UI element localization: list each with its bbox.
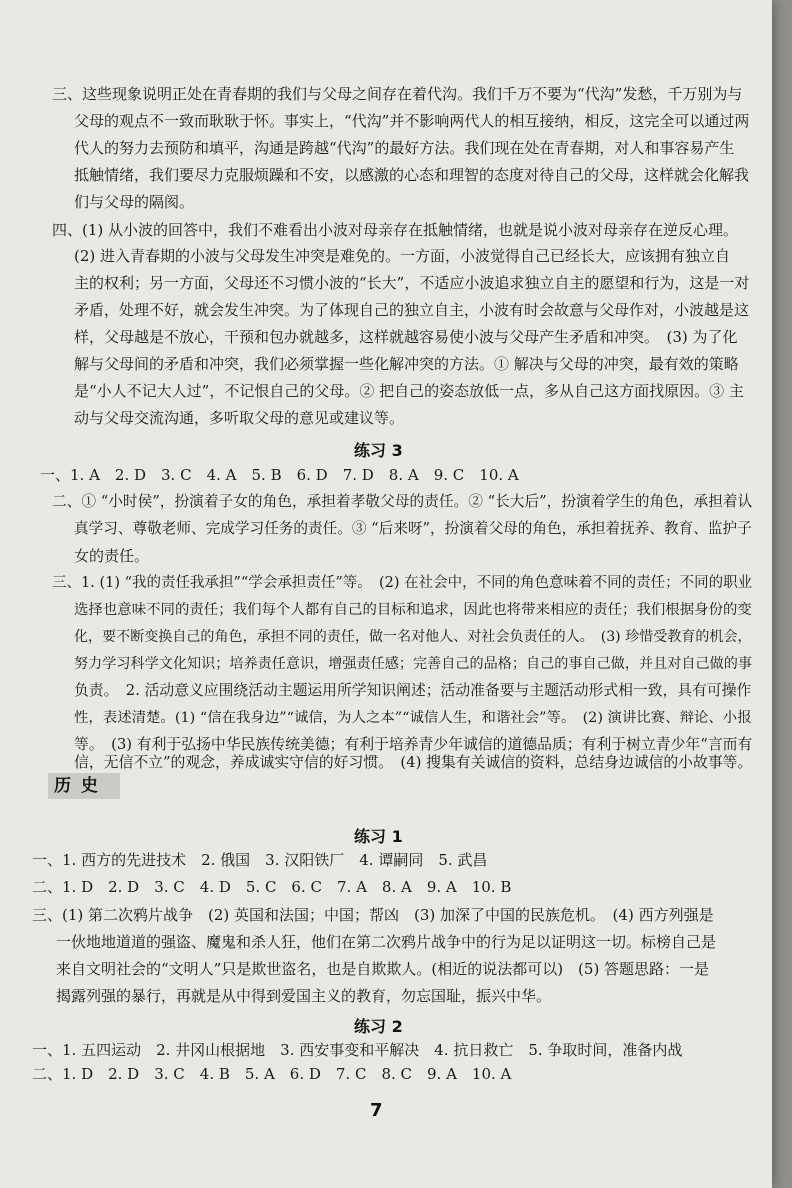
- text-line: 努力学习科学文化知识；培养责任意识，增强责任感；完善自己的品格；自己的事自己做，并且对自己做的事: [74, 656, 753, 672]
- text-line: 化，要不断变换自己的角色，承担不同的责任，做一名对他人、对社会负责任的人。 (3) 珍惜受教育的机会，: [74, 629, 752, 645]
- exercise-3-title: 练习 3: [354, 441, 403, 460]
- text-line: 矛盾，处理不好，就会发生冲突。为了体现自己的独立自主，小波有时会故意与父母作对，小波越是这: [74, 301, 750, 319]
- exercise-2-title: 练习 2: [354, 1017, 403, 1036]
- text-line: 二、① “小时侯”，扮演着子女的角色，承担着孝敬父母的责任。② “长大后”，扮演着学生的角色，承担着认: [52, 493, 753, 510]
- exercise-1-title: 练习 1: [354, 827, 403, 846]
- text-line: 来自文明社会的“文明人”只是欺世盗名，也是自欺欺人。(相近的说法都可以) (5) 答题思路：一是: [56, 960, 710, 978]
- text-line: 三、(1) 第二次鸦片战争 (2) 英国和法国；中国；帮凶 (3) 加深了中国的民族危机。 (4) 西方列强是: [32, 906, 714, 924]
- text-line: 主的权利；另一方面，父母还不习惯小波的“长大”，不适应小波追求独立自主的愿望和行为，这是一对: [74, 274, 750, 292]
- page-number: 7: [370, 1100, 383, 1121]
- text-line: 女的责任。: [74, 547, 150, 565]
- text-line: 选择也意味不同的责任；我们每个人都有自己的目标和追求，因此也将带来相应的责任；我们根据身份的变: [74, 602, 752, 618]
- text-line: 三、1. (1) “我的责任我承担”“学会承担责任”等。 (2) 在社会中，不同的角色意味着不同的责任；不同的职业: [52, 575, 753, 591]
- text-line: 真学习、尊敬老师、完成学习任务的责任。③ “后来呀”，扮演着父母的角色，承担着抚养、教育、监护子: [74, 520, 752, 537]
- text-line: 二、1. D 2. D 3. C 4. B 5. A 6. D 7. C 8. C 9. A 10. A: [32, 1065, 512, 1083]
- text-line: 二、1. D 2. D 3. C 4. D 5. C 6. C 7. A 8. A 9. A 10. B: [32, 878, 512, 896]
- text-line: 父母的观点不一致而耿耿于怀。事实上，“代沟”并不影响两代人的相互接纳，相反，这完全可以通过两: [74, 112, 750, 130]
- text-line: (2) 进入青春期的小波与父母发生冲突是难免的。一方面，小波觉得自己已经长大，应该拥有独立自: [74, 247, 731, 265]
- text-line: 抵触情绪，我们要尽力克服烦躁和不安，以感激的心态和理智的态度对待自己的父母，这样就会化解我: [74, 166, 750, 184]
- text-line: 一伙地地道道的强盗、魔鬼和杀人狂，他们在第二次鸦片战争中的行为足以证明这一切。标榜自己是: [56, 933, 717, 951]
- text-line: 三、这些现象说明正处在青春期的我们与父母之间存在着代沟。我们千万不要为“代沟”发愁，千万别为与: [52, 85, 743, 103]
- text-line: 一、1. 五四运动 2. 井冈山根据地 3. 西安事变和平解决 4. 抗日救亡 5. 争取时间，准备内战: [32, 1041, 683, 1059]
- text-line: 四、(1) 从小波的回答中，我们不难看出小波对母亲存在抵触情绪，也就是说小波对母亲存在逆反心理。: [52, 221, 739, 239]
- text-line: 揭露列强的暴行，再就是从中得到爱国主义的教育，勿忘国耻，振兴中华。: [56, 987, 552, 1005]
- text-line: 一、1. 西方的先进技术 2. 俄国 3. 汉阳铁厂 4. 谭嗣同 5. 武昌: [32, 851, 488, 869]
- text-line: 性，表述清楚。(1) “信在我身边”“诚信，为人之本”“诚信人生，和谐社会”等。 (2) 演讲比赛、辩论、小报: [74, 710, 752, 726]
- text-line: 代人的努力去预防和填平，沟通是跨越“代沟”的最好方法。我们现在处在青春期，对人和事容易产生: [74, 139, 735, 157]
- text-line: 信，无信不立”的观念，养成诚实守信的好习惯。 (4) 搜集有关诚信的资料，总结身边诚信的小故事等。: [74, 754, 753, 771]
- text-line: 动与父母交流沟通，多听取父母的意见或建议等。: [74, 409, 405, 427]
- text-line: 等。 (3) 有利于弘扬中华民族传统美德；有利于培养青少年诚信的道德品质；有利于树立青少年“言而有: [74, 736, 753, 753]
- text-line: 一、1. A 2. D 3. C 4. A 5. B 6. D 7. D 8. A 9. C 10. A: [40, 466, 519, 484]
- text-line: 们与父母的隔阂。: [74, 193, 195, 211]
- text-line: 负责。 2. 活动意义应围绕活动主题运用所学知识阐述；活动准备要与主题活动形式相一致，具有可操作: [74, 682, 752, 699]
- text-line: 样，父母越是不放心，干预和包办就越多，这样就越容易使小波与父母产生矛盾和冲突。 (3) 为了化: [74, 328, 738, 346]
- text-line: 是“小人不记大人过”，不记恨自己的父母。② 把自己的姿态放低一点，多从自己这方面找原因。③ 主: [74, 382, 744, 400]
- section-history-header: 历 史: [48, 773, 120, 799]
- text-line: 解与父母间的矛盾和冲突，我们必须掌握一些化解冲突的方法。① 解决与父母的冲突，最有效的策略: [74, 355, 739, 373]
